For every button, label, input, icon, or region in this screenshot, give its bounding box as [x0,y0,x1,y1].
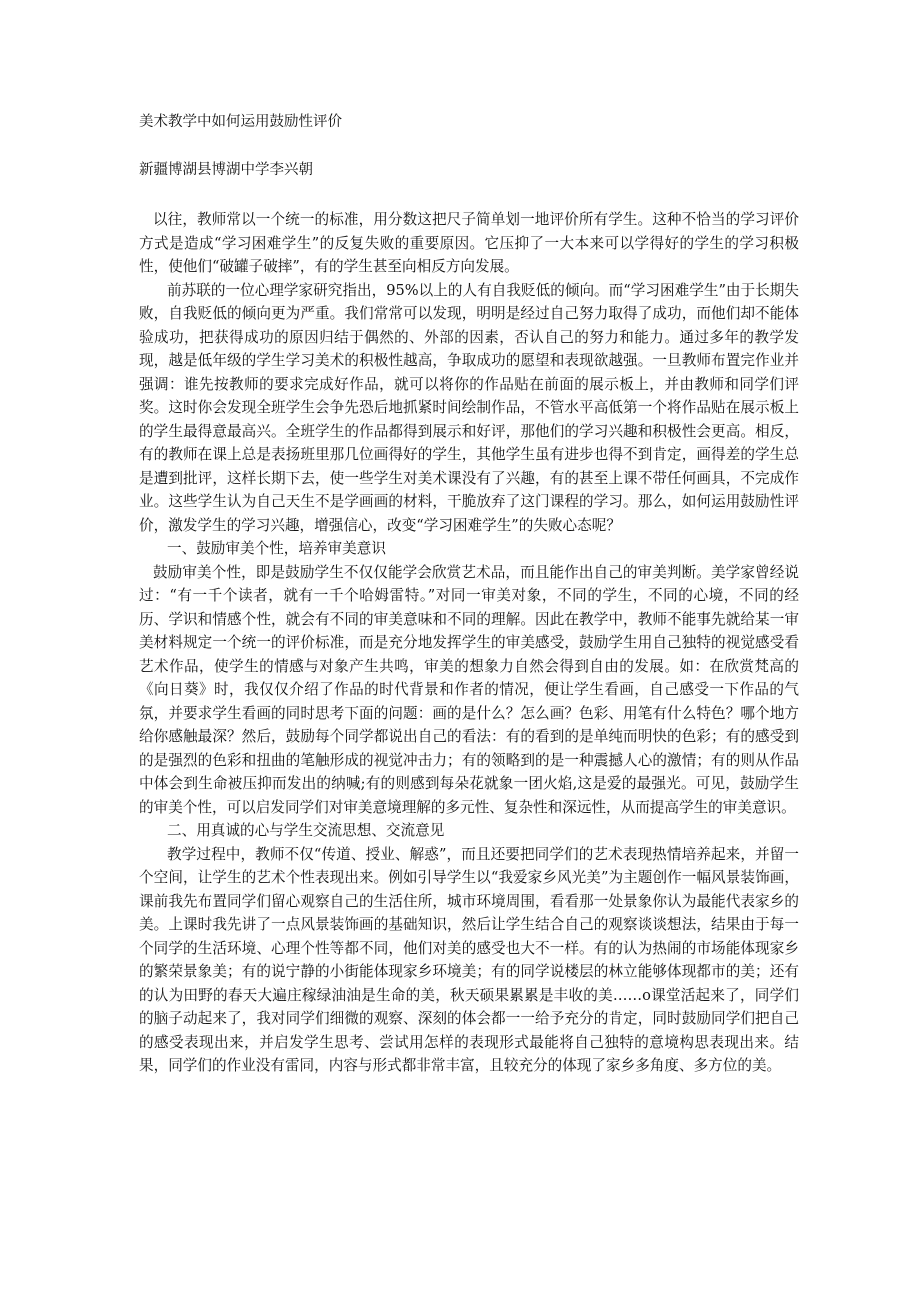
paragraph-section-2: 教学过程中，教师不仅“传道、授业、解惑”，而且还要把同学们的艺术表现热情培养起来，并留一个空间，让学生的艺术个性表现出来。例如引导学生以“我爱家乡风光美”为主题创作一幅风景装饰画，课前我先布置同学们留心观察自己的生活住所，城市环境周围，看看那一处景象你认为最能代表家乡的美。上课时我先讲了一点风景装饰画的基础知识，然后让学生结合自己的观察谈谈想法，结果由于每一个同学的生活环境、心理个性等都不同，他们对美的感受也大不一样。有的认为热闹的市场能体现家乡的繁荣景象美；有的说宁静的小街能体现家乡环境美；有的同学说楼层的林立能够体现都市的美；还有的认为田野的春天大遍庄稼绿油油是生命的美，秋天硕果累累是丰收的美……o课堂活起来了，同学们的脑子动起来了，我对同学们细微的观察、深刻的体会都一一给予充分的肯定，同时鼓励同学们把自己的感受表现出来，并启发学生思考、尝试用怎样的表现形式最能将自己独特的意境构思表现出来。结果，同学们的作业没有雷同，内容与形式都非常丰富，且较充分的体现了家乡多角度、多方位的美。 [139,845,799,1074]
paragraph-background: 前苏联的一位心理学家研究指出，95%以上的人有自我贬低的倾向。而“学习困难学生”由于长期失败，自我贬低的倾向更为严重。我们常常可以发现，明明是经过自己努力取得了成功，而他们却不能体验成功，把获得成功的原因归结于偶然的、外部的因素，否认自己的努力和能力。通过多年的教学发现，越是低年级的学生学习美术的积极性越高，争取成功的愿望和表现欲越强。一旦教师布置完作业并强调：谁先按教师的要求完成好作品，就可以将你的作品贴在前面的展示板上，并由教师和同学们评奖。这时你会发现全班学生会争先恐后地抓紧时间绘制作品，不管水平高低第一个将作品贴在展示板上的学生最得意最高兴。全班学生的作品都得到展示和好评，那他们的学习兴趣和积极性会更高。相反，有的教师在课上总是表扬班里那几位画得好的学生，其他学生虽有进步也得不到肯定，画得差的学生总是遭到批评，这样长期下去，使一些学生对美术课没有了兴趣，有的甚至上课不带任何画具，不完成作业。这些学生认为自己天生不是学画画的材料，干脆放弃了这门课程的学习。那么，如何运用鼓励性评价，激发学生的学习兴趣，增强信心，改变“学习困难学生”的失败心态呢？ [139,281,799,534]
paragraph-section-1: 鼓励审美个性，即是鼓励学生不仅仅能学会欣赏艺术品，而且能作出自己的审美判断。美学家曾经说过：“有一千个读者，就有一千个哈姆雷特。”对同一审美对象，不同的学生，不同的心境，不同的经历、学识和情感个性，就会有不同的审美意味和不同的理解。因此在教学中，教师不能事先就给某一审美材料规定一个统一的评价标准，而是充分地发挥学生的审美感受，鼓励学生用自己独特的视觉感受看艺术作品，使学生的情感与对象产生共鸣，审美的想象力自然会得到自由的发展。如：在欣赏梵高的《向日葵》时，我仅仅介绍了作品的时代背景和作者的情况，便让学生看画，自己感受一下作品的气氛，并要求学生看画的同时思考下面的问题：画的是什么？怎么画？色彩、用笔有什么特色？哪个地方给你感触最深？然后，鼓励每个同学都说出自己的看法：有的看到的是单纯而明快的色彩；有的感受到的是强烈的色彩和扭曲的笔触形成的视觉冲击力；有的领略到的是一种震撼人心的激情；有的则从作品中体会到生命被压抑而发出的纳喊;有的则感到每朵花就象一团火焰,这是爱的最强光。可见，鼓励学生的审美个性，可以启发同学们对审美意境理解的多元性、复杂性和深远性，从而提高学生的审美意识。 [139,563,799,816]
document-author: 新疆博湖县博湖中学李兴朝 [139,162,313,178]
paragraph-intro: 以往，教师常以一个统一的标准，用分数这把尺子简单划一地评价所有学生。这种不恰当的学习评价方式是造成“学习困难学生”的反复失败的重要原因。它压抑了一大本来可以学得好的学生的学习积极性，使他们“破罐子破摔”，有的学生甚至向相反方向发展。 [139,211,799,275]
section-heading-2: 二、用真诚的心与学生交流思想、交流意见 [167,822,445,839]
section-heading-1: 一、鼓励审美个性，培养审美意识 [167,540,386,557]
document-body [139,208,799,1078]
document-title: 美术教学中如何运用鼓励性评价 [139,114,342,130]
